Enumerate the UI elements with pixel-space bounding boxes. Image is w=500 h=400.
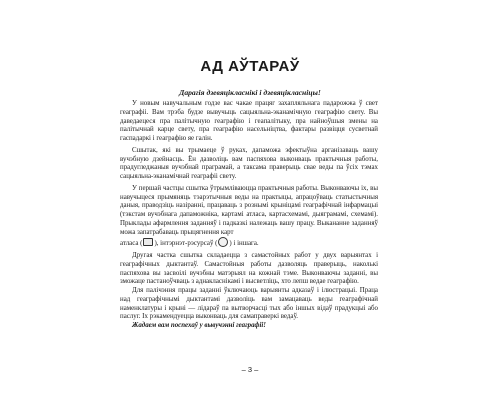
inline-prefix: атласа ( bbox=[120, 240, 143, 248]
greeting: Дарагія дзевяцікласнікі і дзевяцікласніцы! bbox=[179, 88, 321, 97]
paragraph: У новым навучальным годзе вас чакае працяг захапляльнага падарожжа ў свет геаграфіі. Вам трэба будзе вывучыць сацыяльна-эканамічную геаграфію свету. Вы даведаецеся пра палітычную геаграфію і геапалітыку, пра найноўшыя змены на палітычнай карце свету, пра геаграфію насельніцтва, фактары развіцця сусветнай гаспадаркі і геаграфію яе галін. bbox=[120, 100, 378, 142]
inline-suffix: ) і іншага. bbox=[229, 240, 259, 248]
closing-line: Жадаем вам поспехаў у вывучэнні геаграфіі! bbox=[132, 322, 266, 329]
page-title: АД АЎТАРАЎ bbox=[200, 58, 300, 75]
inline-middle: ), інтэрнэт-рэсурсаў ( bbox=[154, 240, 218, 248]
paragraph-continuation bbox=[120, 237, 378, 249]
paragraph: У першай частцы сшытка ўтрымліваюцца практычныя работы. Выконваючы іх, вы навучыцеся прымяняць тэарэтычныя веды на практыцы, апрацоўваць статыстычныя даныя, праводзіць назіранні, працаваць з рознымі крыніцамі геаграфічнай інфармацыі (тэкстам вучэбнага дапаможніка, картамі атласа, картасхемамі, дыяграмамі, схемамі). Прыклады афармлення заданняў і падказкі належаць вашу працу. Выкананне заданняў можа запатрабаваць прыцягнення карт bbox=[120, 184, 378, 236]
internet-icon bbox=[218, 237, 228, 247]
page-number: – 3 – bbox=[241, 365, 259, 374]
body-text bbox=[120, 100, 378, 334]
paragraph: Другая частка сшытка складаецца з самастойных работ у двух варыянтах і геаграфічных дыктантаў. Самастойныя работы дазволяць праверыць, наколькі паспяхова вы засвоілі вучэбны матэрыял на кожнай тэме. Выконваючы заданні, вы зможаце пастаноўчваць з аднакласнікамі і высветліць, хто лепш ведае геаграфію. bbox=[120, 252, 378, 286]
paragraph: Сшытак, які вы трымаеце ў руках, дапаможа эфектыўна арганізаваць вашу вучэбную дзейнасць. Ён дазволіць вам паспяхова выконваць практычныя работы, прадугледжаныя вучэбнай праграмай, а таксама праверыць свае веды па ўсіх тэмах сацыяльна-эканамічнай геаграфіі свету. bbox=[120, 146, 378, 180]
paragraph: Для палічэння працы заданні ўключаюць варыянты адказаў і ілюстрацыі. Праца над геаграфічнымі дыктантамі дазволіць вам замацаваць веды геаграфічнай наменклатуры і крыні — лідараў па вытворчасці тых або іншых відаў прадукцыі або паслуг. Іх рэкамендуецца выконваць для самаправеркі ведаў. bbox=[120, 287, 378, 321]
atlas-icon bbox=[143, 238, 153, 246]
